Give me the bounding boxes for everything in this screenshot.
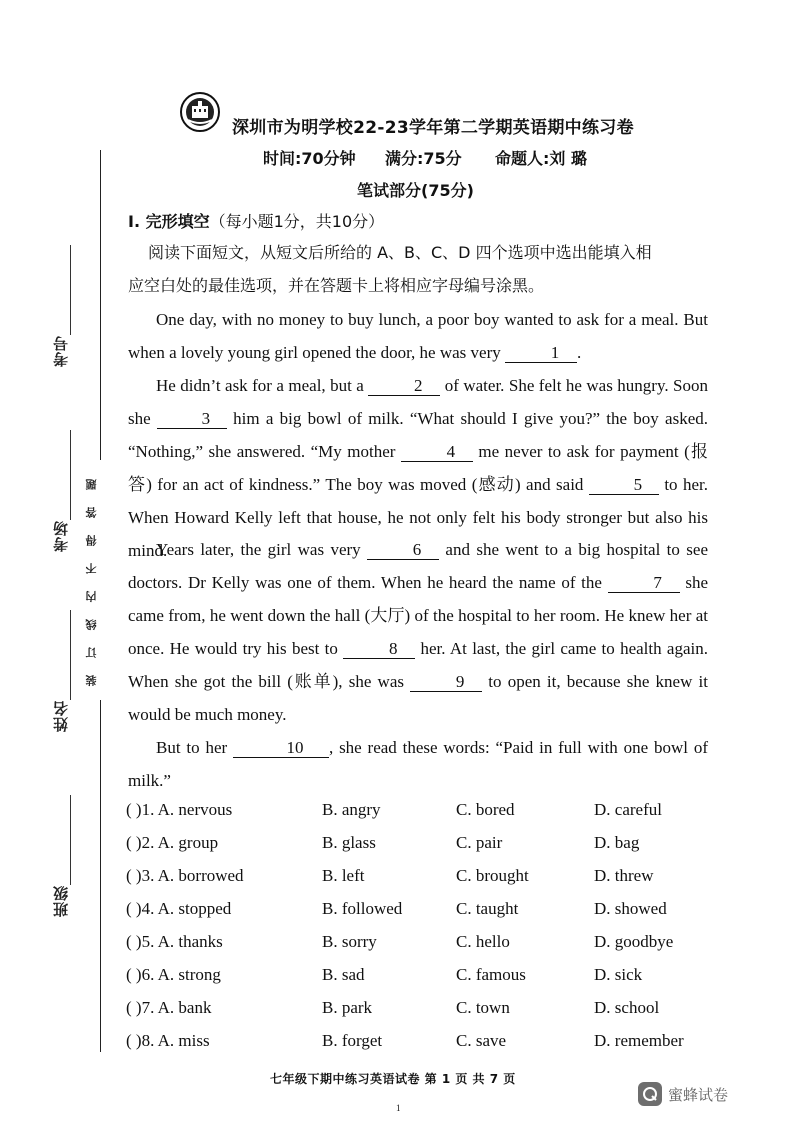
binding-line-top (100, 150, 101, 460)
passage-text: she came from, he went down the hall (大厅) of the hospital to her room. He knew her at once. He would try his best to (128, 573, 708, 658)
question-option-d: D. bag (594, 833, 640, 852)
bee-logo-icon (638, 1082, 662, 1106)
exam-room-line (70, 430, 71, 520)
question-option-d: D. goodbye (594, 932, 674, 951)
question-option-b: B. park (322, 998, 373, 1017)
question-option-b: B. forget (322, 1031, 383, 1050)
passage-text: One day, with no money to buy lunch, a poor boy wanted to ask for a meal. But when a lovely young girl opened the door, he was very (128, 310, 708, 362)
name-line (70, 610, 71, 700)
watermark (638, 1082, 728, 1106)
exam-score: 满分:75分 (385, 149, 462, 168)
question-option-b: B. angry (322, 800, 381, 819)
blank-1: 1 (505, 344, 577, 363)
passage-text: me never to ask for payment (报答) for an act of kindness.” The boy was moved (感动) and said (128, 442, 708, 494)
page-mark: 1 (396, 1103, 401, 1113)
page-footer: 七年级下期中练习英语试卷 第 1 页 共 7 页 (270, 1072, 516, 1086)
passage-text: her. At last, the girl came to health again. When she got the bill (账单), she was (128, 639, 708, 691)
passage-text: to open it, because she knew it would be much money. (128, 672, 708, 724)
passage-paragraph-1 (128, 303, 708, 369)
blank-9: 9 (410, 673, 482, 692)
binding-notice: 装订线内不得答题 (85, 462, 98, 686)
school-logo-icon (180, 92, 220, 132)
passage-paragraph-3 (128, 533, 708, 731)
passage-text: He didn’t ask for a meal, but a (156, 376, 369, 395)
passage-paragraph-4 (128, 731, 708, 797)
blank-4: 4 (401, 443, 473, 462)
exam-author: 命题人:刘 璐 (495, 149, 587, 168)
passage-text: to her. When Howard Kelly left that house, he not only felt his body stronger but also his mind. (128, 475, 708, 560)
question-option-b: B. glass (322, 833, 376, 852)
question-option-a[interactable]: ( )1. A. nervous (126, 800, 233, 819)
section-note: （每小题1分，共10分） (209, 212, 385, 231)
exam-title: 深圳市为明学校22-23学年第二学期英语期中练习卷 (232, 118, 634, 138)
blank-5: 5 (589, 476, 659, 495)
exam-room-label: 考场 (52, 520, 70, 552)
question-option-a[interactable]: ( )5. A. thanks (126, 932, 223, 951)
exam-number-line (70, 245, 71, 335)
passage-text: . (577, 343, 582, 362)
blank-10: 10 (233, 739, 329, 758)
question-option-c: C. save (456, 1031, 507, 1050)
blank-7: 7 (608, 574, 680, 593)
question-option-c: C. town (456, 998, 510, 1017)
question-option-d: D. school (594, 998, 660, 1017)
passage-text: , she read these words: “Paid in full with one bowl of milk.” (128, 738, 708, 790)
question-option-a[interactable]: ( )3. A. borrowed (126, 866, 244, 885)
blank-6: 6 (367, 541, 439, 560)
name-label: 姓名 (52, 700, 70, 732)
passage-text: of water. She felt he was hungry. Soon she (128, 376, 708, 428)
exam-subtitle: 笔试部分(75分) (357, 181, 474, 200)
question-option-d: D. sick (594, 965, 643, 984)
question-option-c: C. famous (456, 965, 526, 984)
question-option-a[interactable]: ( )2. A. group (126, 833, 219, 852)
section-title: I. 完形填空 (128, 212, 210, 231)
question-option-a[interactable]: ( )8. A. miss (126, 1031, 210, 1050)
question-option-a[interactable]: ( )7. A. bank (126, 998, 212, 1017)
question-option-b: B. sad (322, 965, 365, 984)
question-option-c: C. brought (456, 866, 529, 885)
class-label: 班级 (52, 885, 70, 917)
question-option-b: B. followed (322, 899, 403, 918)
question-option-d: D. threw (594, 866, 654, 885)
class-line (70, 795, 71, 885)
passage-text: Years later, the girl was very (156, 540, 368, 559)
instruction-line-1: 阅读下面短文，从短文后所给的 A、B、C、D 四个选项中选出能填入相 (148, 243, 652, 262)
question-option-b: B. sorry (322, 932, 377, 951)
question-option-c: C. pair (456, 833, 503, 852)
exam-number-label: 考号 (52, 335, 70, 367)
question-option-d: D. careful (594, 800, 662, 819)
watermark-text: 蜜蜂试卷 (668, 1085, 729, 1104)
passage-text: But to her (156, 738, 233, 757)
blank-2: 2 (368, 377, 440, 396)
question-option-a[interactable]: ( )6. A. strong (126, 965, 221, 984)
blank-3: 3 (157, 410, 227, 429)
question-option-a[interactable]: ( )4. A. stopped (126, 899, 232, 918)
blank-8: 8 (343, 640, 415, 659)
binding-line-bottom (100, 700, 101, 1052)
question-option-d: D. remember (594, 1031, 684, 1050)
question-option-c: C. taught (456, 899, 519, 918)
instruction-line-2: 应空白处的最佳选项，并在答题卡上将相应字母编号涂黑。 (128, 276, 545, 295)
passage-text: and she went to a big hospital to see doctors. Dr Kelly was one of them. When he heard the name of the (128, 540, 708, 592)
question-option-d: D. showed (594, 899, 667, 918)
passage-text: him a big bowl of milk. “What should I give you?” the boy asked. “Nothing,” she answered. “My mother (128, 409, 708, 461)
section-heading (128, 209, 384, 232)
question-option-c: C. bored (456, 800, 515, 819)
question-option-c: C. hello (456, 932, 510, 951)
exam-time: 时间:70分钟 (263, 149, 356, 168)
question-option-b: B. left (322, 866, 365, 885)
